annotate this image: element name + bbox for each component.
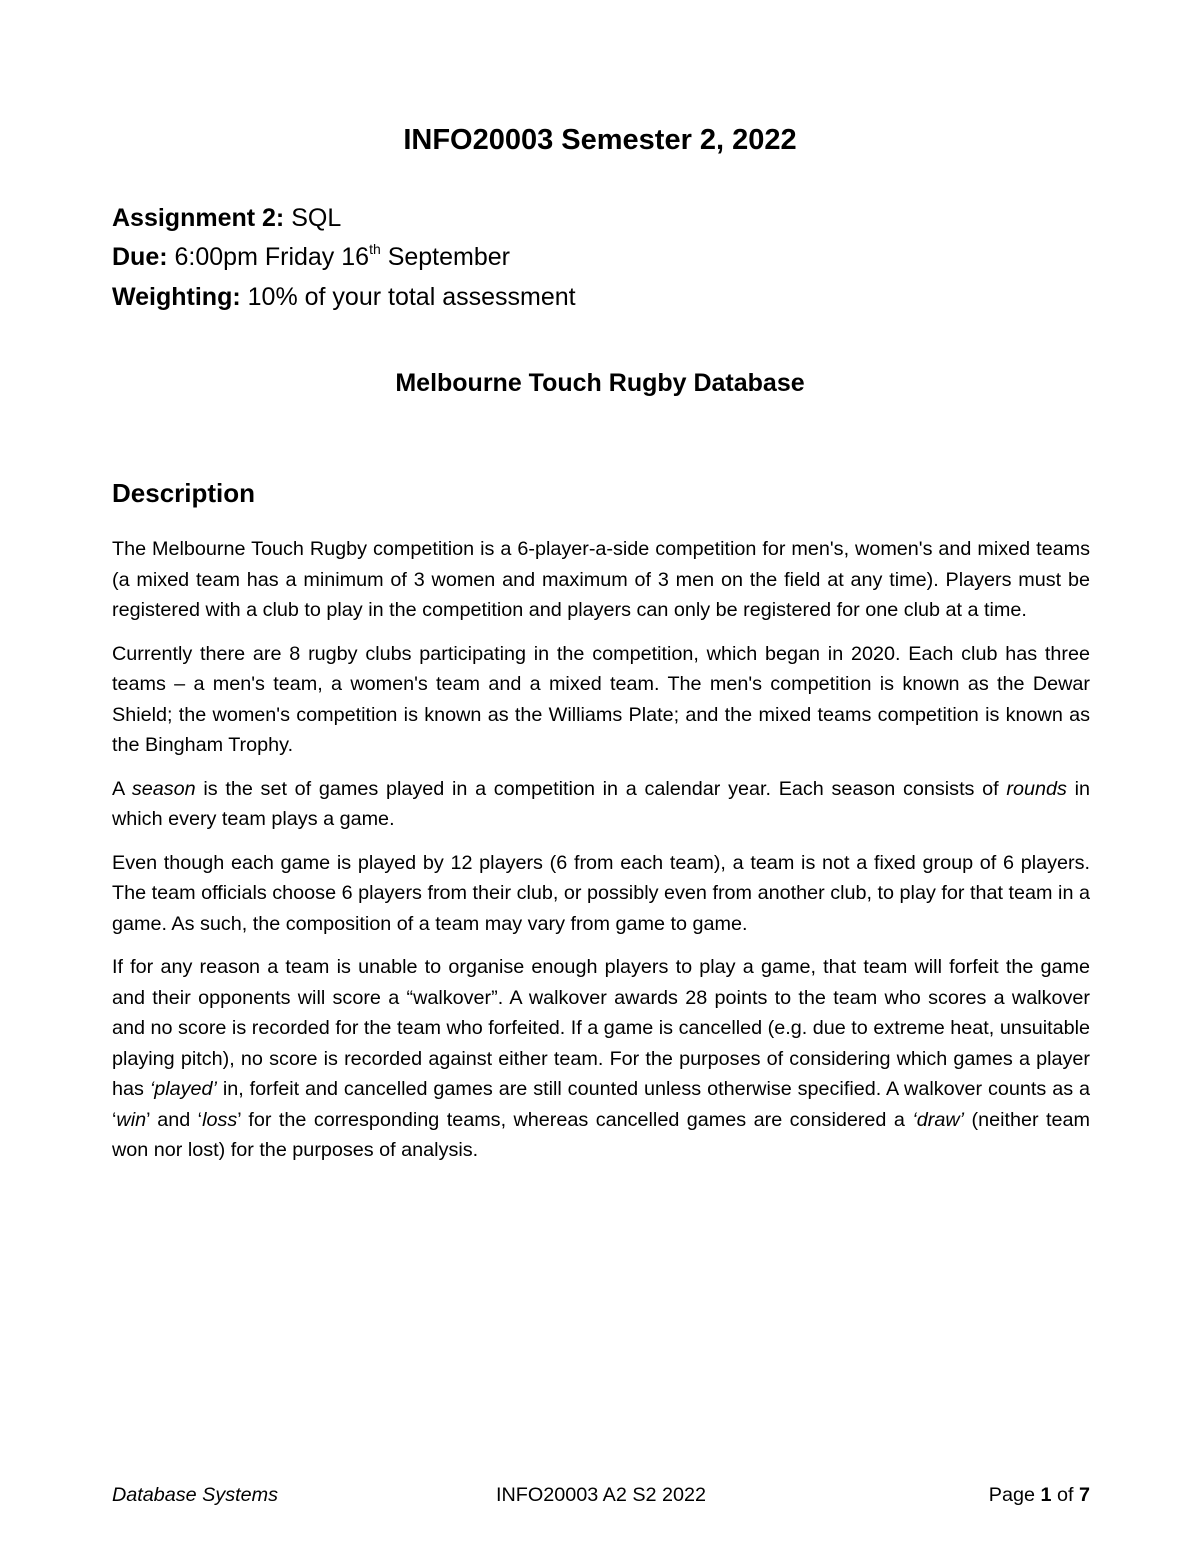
footer-document-code: INFO20003 A2 S2 2022 xyxy=(495,1484,707,1506)
paragraph-3 xyxy=(112,774,1090,835)
assignment-value: SQL xyxy=(291,204,342,232)
page-of: of xyxy=(1056,1484,1074,1506)
document-heading: Melbourne Touch Rugby Database xyxy=(395,369,805,397)
term-loss: loss xyxy=(202,1108,238,1131)
p5-text-b: in, forfeit and cancelled games are still counted unless otherwise specified. A walkover counts as a ‘ xyxy=(112,1078,1091,1131)
due-line xyxy=(112,243,510,272)
paragraph-2: Currently there are 8 rugby clubs participating in the competition, which began in 2020. Each club has three teams – a men's team, a women's team and a mixed team. The men's competition is known as the Dewar Shield; the women's competition is known as the Williams Plate; and the mixed teams competition is known as the Bingham Trophy. xyxy=(112,642,1090,756)
term-season: season xyxy=(131,777,196,800)
paragraph-1: The Melbourne Touch Rugby competition is a 6-player-a-side competition for men's, women's and mixed teams (a mixed team has a minimum of 3 women and maximum of 3 men on the field at any time). Players must be registered with a club to play in the competition and players can only be registered for one club at a time. xyxy=(112,538,1090,621)
page-title: INFO20003 Semester 2, 2022 xyxy=(403,124,797,156)
section-heading-description: Description xyxy=(112,478,256,508)
paragraph-5 xyxy=(112,952,1090,1166)
footer-page-number xyxy=(989,1484,1090,1507)
p5-text-a: If for any reason a team is unable to organise enough players to play a game, that team will forfeit the game and their opponents will score a “walkover”. A walkover awards 28 points to the team who scores a walkover and no score is recorded for the team who forfeited. If a game is cancelled (e.g. due to extreme heat, unsuitable playing pitch), no score is recorded against either team. For the purposes of considering which games a player has xyxy=(112,956,1090,1100)
weighting-value: 10% of your total assessment xyxy=(247,283,576,311)
due-month: September xyxy=(387,243,510,271)
p5-text-c: ’ and ‘ xyxy=(146,1108,203,1131)
p5-text-d: ’ for the corresponding teams, whereas cancelled games are considered a xyxy=(237,1108,913,1131)
weighting-line xyxy=(112,283,576,312)
due-ordinal-suffix: th xyxy=(369,241,381,257)
page-footer xyxy=(112,1484,1090,1512)
assignment-label: Assignment 2: xyxy=(112,204,285,232)
assignment-line xyxy=(112,204,341,233)
page-label: Page xyxy=(988,1484,1035,1506)
term-win: win xyxy=(116,1108,147,1131)
description-body xyxy=(112,534,1090,1179)
p3-text-a: A xyxy=(112,777,132,800)
weighting-label: Weighting: xyxy=(112,283,241,311)
term-draw: ‘draw’ xyxy=(912,1108,965,1131)
p3-text-b: is the set of games played in a competition in a calendar year. Each season consists of xyxy=(195,777,1007,800)
page-total: 7 xyxy=(1078,1484,1090,1506)
due-label: Due: xyxy=(112,243,168,271)
term-rounds: rounds xyxy=(1006,777,1067,800)
p5-text-e: (neither team won nor lost) for the purposes of analysis. xyxy=(112,1108,1090,1161)
due-value: 6:00pm Friday 16 xyxy=(174,243,370,271)
footer-course-name: Database Systems xyxy=(112,1484,279,1506)
p3-text-c: in which every team plays a game. xyxy=(112,777,1090,830)
term-played: ‘played’ xyxy=(149,1078,217,1100)
page-current: 1 xyxy=(1040,1484,1052,1506)
paragraph-4: Even though each game is played by 12 players (6 from each team), a team is not a fixed group of 6 players. The team officials choose 6 players from their club, or possibly even from another club, to play for that team in a game. As such, the composition of a team may vary from game to game. xyxy=(112,851,1090,935)
